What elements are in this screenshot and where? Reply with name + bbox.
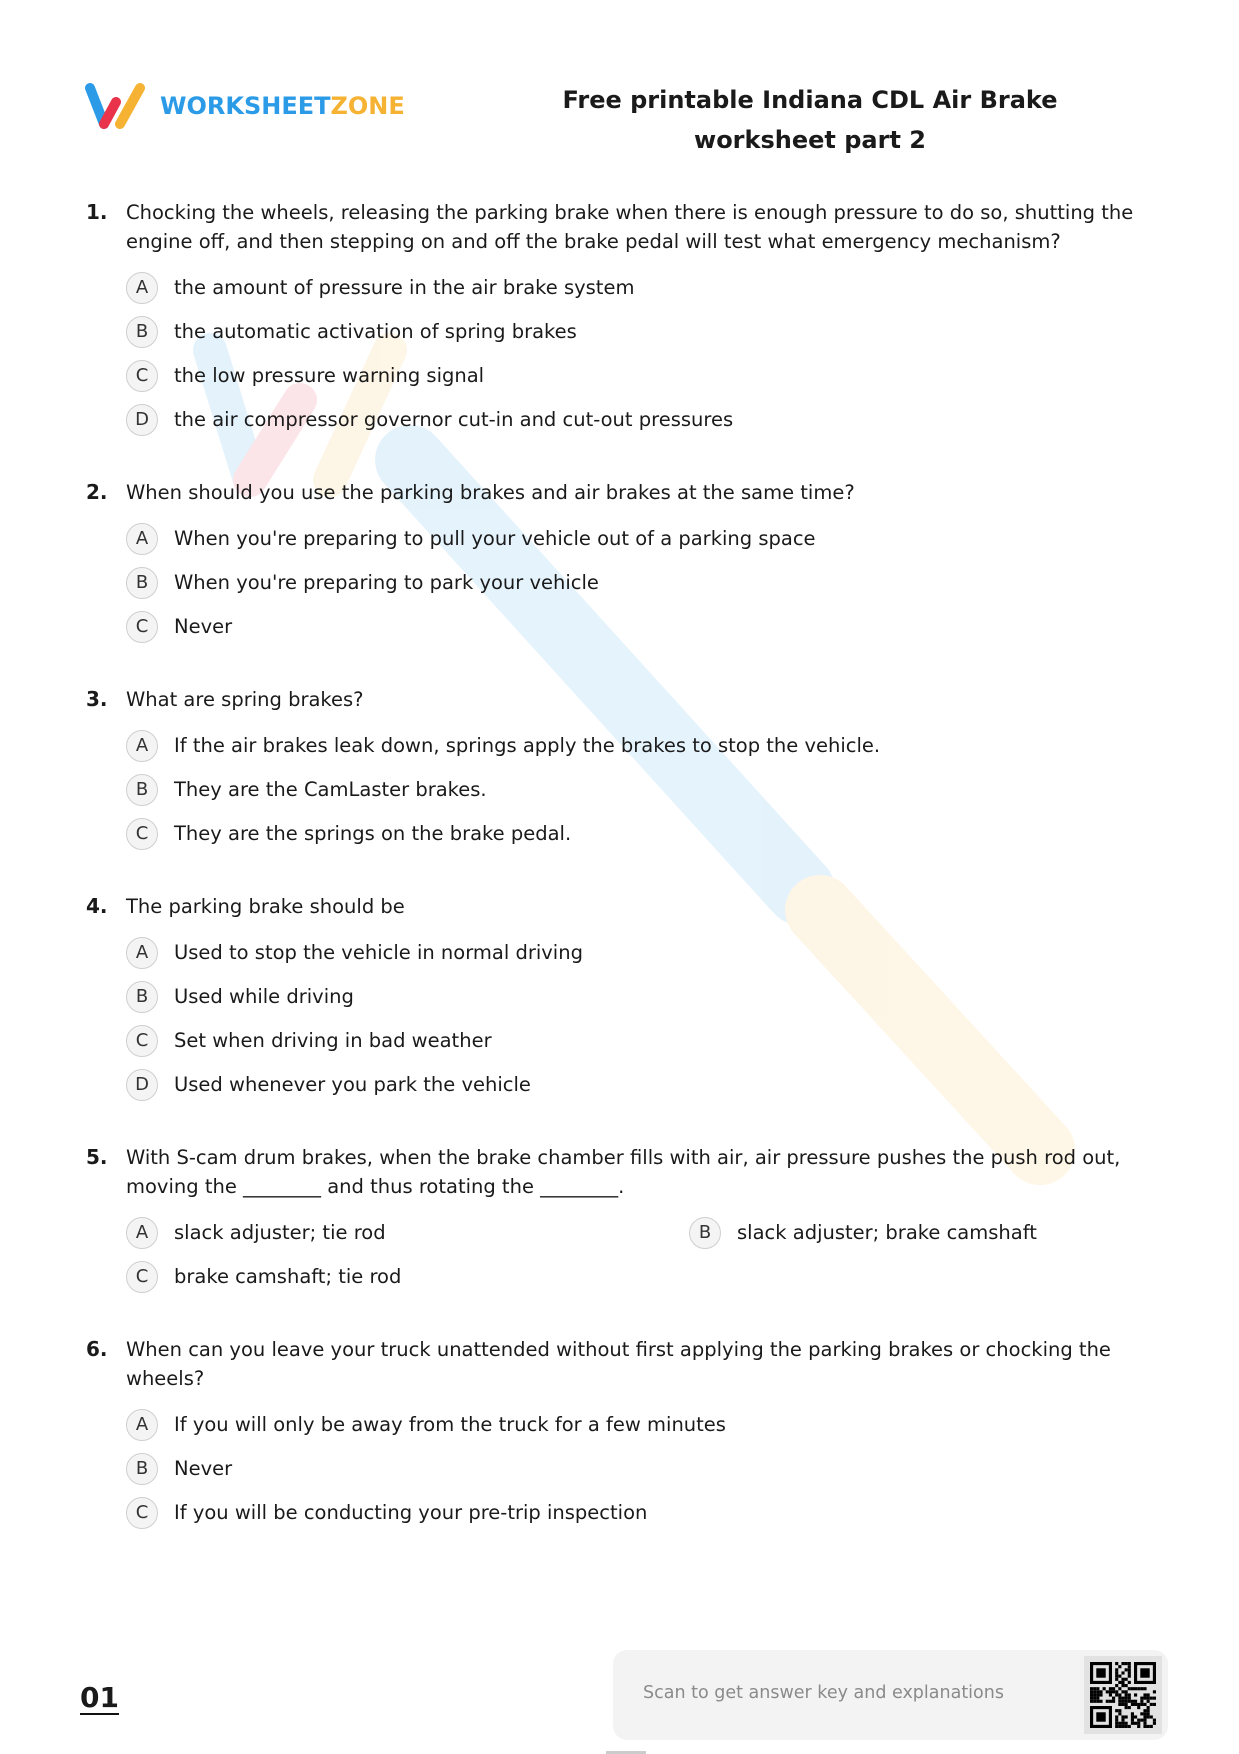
- option-letter-circle[interactable]: C: [126, 1261, 158, 1293]
- option-b[interactable]: [126, 561, 1166, 605]
- option-d[interactable]: [126, 398, 1166, 442]
- options: [126, 1403, 1166, 1535]
- option-b[interactable]: [689, 1211, 1166, 1255]
- logo-text-blue: WORKSHEET: [160, 92, 331, 120]
- option-text: Used to stop the vehicle in normal driving: [174, 941, 583, 964]
- option-letter-circle[interactable]: C: [126, 1497, 158, 1529]
- option-letter-circle[interactable]: B: [126, 1453, 158, 1485]
- question-text: When can you leave your truck unattended without first applying the parking brakes or chocking the wheels?: [126, 1338, 1111, 1390]
- question-4: [86, 892, 1166, 1107]
- option-letter-circle[interactable]: A: [126, 1409, 158, 1441]
- question-number: 6.: [86, 1337, 108, 1361]
- option-c[interactable]: [126, 812, 1166, 856]
- option-c[interactable]: [126, 605, 1166, 649]
- logo-text: [160, 92, 405, 120]
- option-letter-circle[interactable]: B: [126, 316, 158, 348]
- option-letter-circle[interactable]: C: [126, 611, 158, 643]
- question-text: The parking brake should be: [126, 895, 405, 918]
- question-1: [86, 198, 1166, 442]
- worksheetzone-logo-icon: [84, 82, 150, 130]
- scan-text: Scan to get answer key and explanations: [643, 1683, 1004, 1703]
- option-text: slack adjuster; tie rod: [174, 1221, 386, 1244]
- option-a[interactable]: [126, 724, 1166, 768]
- option-letter-circle[interactable]: A: [126, 272, 158, 304]
- option-text: If you will only be away from the truck for a few minutes: [174, 1413, 726, 1436]
- question-number: 5.: [86, 1145, 108, 1169]
- options: [126, 266, 1166, 442]
- question-text: What are spring brakes?: [126, 688, 364, 711]
- question-number: 2.: [86, 480, 108, 504]
- options: [126, 517, 1166, 649]
- option-c[interactable]: [126, 1255, 689, 1299]
- option-text: the air compressor governor cut-in and cut-out pressures: [174, 408, 734, 431]
- option-text: Used while driving: [174, 985, 354, 1008]
- option-a[interactable]: [126, 1211, 689, 1255]
- option-text: Never: [174, 615, 233, 638]
- option-text: slack adjuster; brake camshaft: [737, 1221, 1037, 1244]
- question-number: 1.: [86, 200, 108, 224]
- option-c[interactable]: [126, 354, 1166, 398]
- option-letter-circle[interactable]: B: [689, 1217, 721, 1249]
- option-a[interactable]: [126, 266, 1166, 310]
- question-text: With S-cam drum brakes, when the brake chamber fills with air, air pressure pushes the push rod out, moving the ________ and thus rotating the ________.: [126, 1146, 1121, 1198]
- option-text: Set when driving in bad weather: [174, 1029, 492, 1052]
- option-text: If you will be conducting your pre-trip inspection: [174, 1501, 648, 1524]
- option-text: They are the CamLaster brakes.: [174, 778, 487, 801]
- question-3: [86, 685, 1166, 856]
- options: [126, 1211, 1166, 1299]
- option-letter-circle[interactable]: B: [126, 774, 158, 806]
- option-letter-circle[interactable]: B: [126, 567, 158, 599]
- option-text: When you're preparing to park your vehicle: [174, 571, 599, 594]
- page-number: 01: [80, 1681, 119, 1714]
- logo: [84, 82, 405, 130]
- option-text: If the air brakes leak down, springs apply the brakes to stop the vehicle.: [174, 734, 881, 757]
- title-line-1: Free printable Indiana CDL Air Brake: [562, 86, 1058, 114]
- option-letter-circle[interactable]: C: [126, 818, 158, 850]
- option-letter-circle[interactable]: A: [126, 730, 158, 762]
- page-title: [450, 80, 1170, 160]
- option-a[interactable]: [126, 931, 1166, 975]
- option-text: Never: [174, 1457, 233, 1480]
- option-letter-circle[interactable]: D: [126, 404, 158, 436]
- option-text: When you're preparing to pull your vehicle out of a parking space: [174, 527, 816, 550]
- option-text: Used whenever you park the vehicle: [174, 1073, 531, 1096]
- option-b[interactable]: [126, 1447, 1166, 1491]
- logo-text-orange: ZONE: [330, 92, 405, 120]
- option-a[interactable]: [126, 1403, 1166, 1447]
- qr-code-icon[interactable]: [1084, 1656, 1162, 1734]
- options: [126, 724, 1166, 856]
- question-number: 4.: [86, 894, 108, 918]
- option-letter-circle[interactable]: A: [126, 523, 158, 555]
- option-a[interactable]: [126, 517, 1166, 561]
- question-6: [86, 1335, 1166, 1535]
- question-number: 3.: [86, 687, 108, 711]
- question-list: [86, 198, 1166, 1571]
- option-b[interactable]: [126, 310, 1166, 354]
- option-letter-circle[interactable]: C: [126, 360, 158, 392]
- option-letter-circle[interactable]: D: [126, 1069, 158, 1101]
- question-2: [86, 478, 1166, 649]
- option-letter-circle[interactable]: A: [126, 937, 158, 969]
- question-5: [86, 1143, 1166, 1299]
- option-b[interactable]: [126, 975, 1166, 1019]
- option-letter-circle[interactable]: A: [126, 1217, 158, 1249]
- option-text: the automatic activation of spring brakes: [174, 320, 577, 343]
- option-text: the amount of pressure in the air brake system: [174, 276, 635, 299]
- option-text: the low pressure warning signal: [174, 364, 485, 387]
- title-line-2: worksheet part 2: [694, 126, 926, 154]
- option-c[interactable]: [126, 1491, 1166, 1535]
- question-text: When should you use the parking brakes and air brakes at the same time?: [126, 481, 855, 504]
- option-text: brake camshaft; tie rod: [174, 1265, 402, 1288]
- question-text: Chocking the wheels, releasing the parking brake when there is enough pressure to do so, shutting the engine off, and then stepping on and off the brake pedal will test what emergency mechanism?: [126, 201, 1134, 253]
- option-text: They are the springs on the brake pedal.: [174, 822, 572, 845]
- option-b[interactable]: [126, 768, 1166, 812]
- option-letter-circle[interactable]: B: [126, 981, 158, 1013]
- options: [126, 931, 1166, 1107]
- option-c[interactable]: [126, 1019, 1166, 1063]
- answer-key-box[interactable]: [613, 1650, 1168, 1740]
- option-d[interactable]: [126, 1063, 1166, 1107]
- option-letter-circle[interactable]: C: [126, 1025, 158, 1057]
